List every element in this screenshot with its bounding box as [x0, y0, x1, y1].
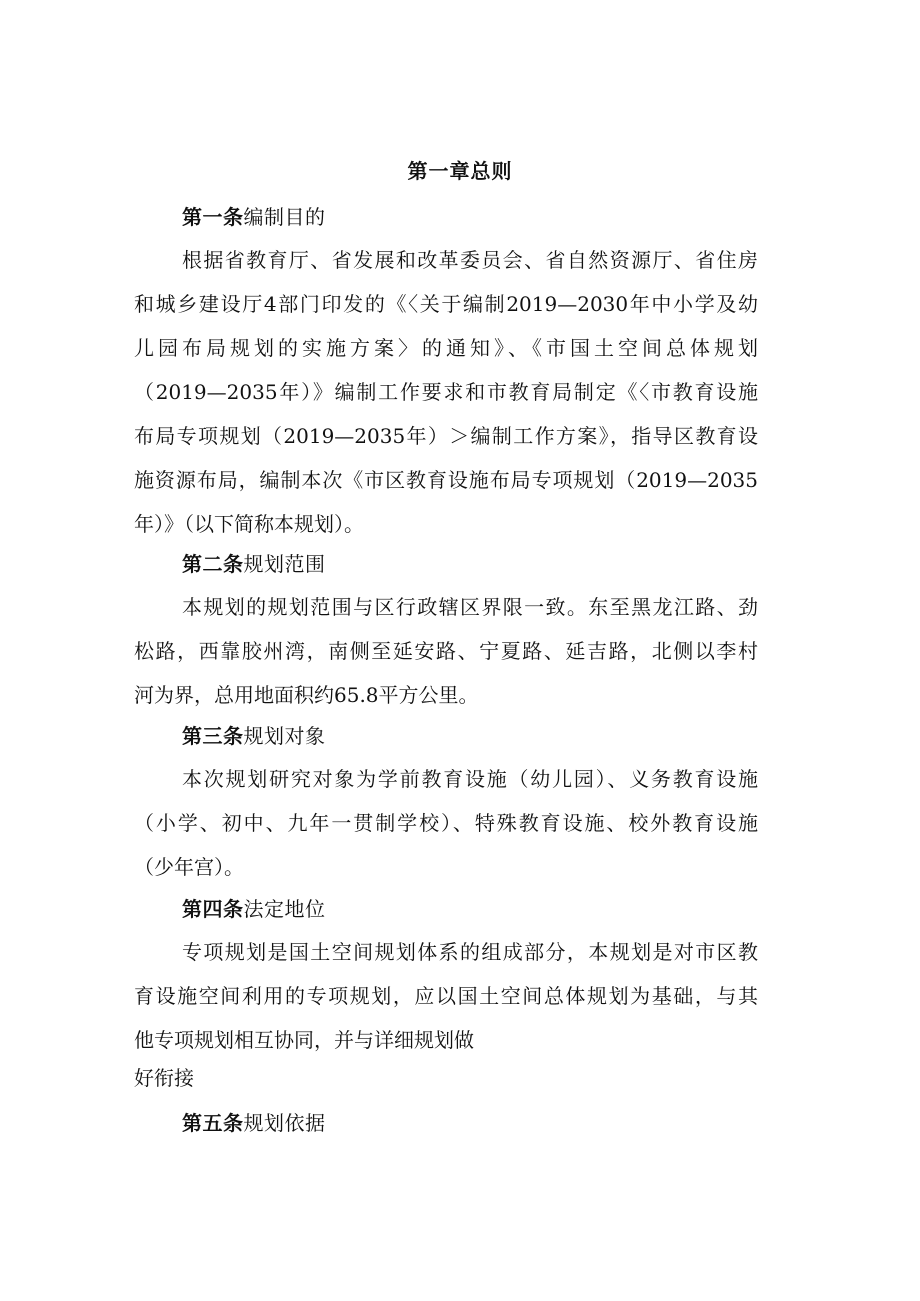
article-2-number: 第二条 — [182, 552, 244, 576]
article-1-line: 施资源布局，编制本次《市区教育设施布局专项规划（2019—2035 — [134, 468, 758, 492]
article-4-body — [134, 930, 758, 1062]
article-1-line: 和城乡建设厅4部门印发的《〈关于编制2019—2030年中小学及幼 — [134, 292, 758, 316]
article-1-line: 布局专项规划（2019—2035年）＞编制工作方案》，指导区教育设 — [134, 424, 758, 448]
article-2-line: 本规划的规划范围与区行政辖区界限一致。东至黑龙江路、劲 — [182, 595, 758, 619]
article-1-heading — [182, 202, 326, 232]
article-3-line: 本次规划研究对象为学前教育设施（幼儿园）、义务教育设施 — [182, 767, 758, 791]
article-3-line: （少年宫）。 — [134, 855, 244, 879]
article-3-line: （小学、初中、九年一贯制学校）、特殊教育设施、校外教育设施 — [134, 811, 758, 835]
article-1-line: 儿园布局规划的实施方案〉的通知》、《市国土空间总体规划 — [134, 336, 758, 360]
article-4-title: 法定地位 — [243, 897, 326, 921]
article-4-heading — [182, 894, 326, 924]
article-2-line: 松路，西靠胶州湾，南侧至延安路、宁夏路、延吉路，北侧以李村 — [134, 639, 758, 663]
article-2-title: 规划范围 — [243, 552, 326, 576]
article-5-title: 规划依据 — [243, 1111, 326, 1135]
article-2-body — [134, 585, 758, 717]
article-5-heading — [182, 1108, 326, 1138]
article-4-line: 育设施空间利用的专项规划，应以国土空间总体规划为基础，与其 — [134, 984, 758, 1008]
article-4-number: 第四条 — [182, 897, 244, 921]
article-1-body — [134, 238, 758, 546]
article-3-body — [134, 757, 758, 889]
article-1-title: 编制目的 — [243, 205, 326, 229]
chapter-title: 第一章总则 — [407, 159, 513, 183]
article-4-line: 他专项规划相互协同，并与详细规划做 — [134, 1028, 474, 1052]
article-3-number: 第三条 — [182, 724, 244, 748]
article-3-title: 规划对象 — [243, 724, 326, 748]
article-1-line: （2019—2035年）》编制工作要求和市教育局制定《〈市教育设施 — [134, 380, 758, 404]
article-4-tail: 好衔接 — [134, 1066, 194, 1090]
article-1-line: 根据省教育厅、省发展和改革委员会、省自然资源厅、省住房 — [182, 248, 758, 272]
article-1-number: 第一条 — [182, 205, 244, 229]
article-2-heading — [182, 549, 326, 579]
article-1-line: 年）》（以下简称本规划）。 — [134, 512, 364, 536]
article-4-line: 专项规划是国土空间规划体系的组成部分，本规划是对市区教 — [182, 940, 758, 964]
article-3-heading — [182, 721, 326, 751]
article-5-number: 第五条 — [182, 1111, 244, 1135]
article-2-line: 河为界，总用地面积约65.8平方公里。 — [134, 683, 479, 707]
